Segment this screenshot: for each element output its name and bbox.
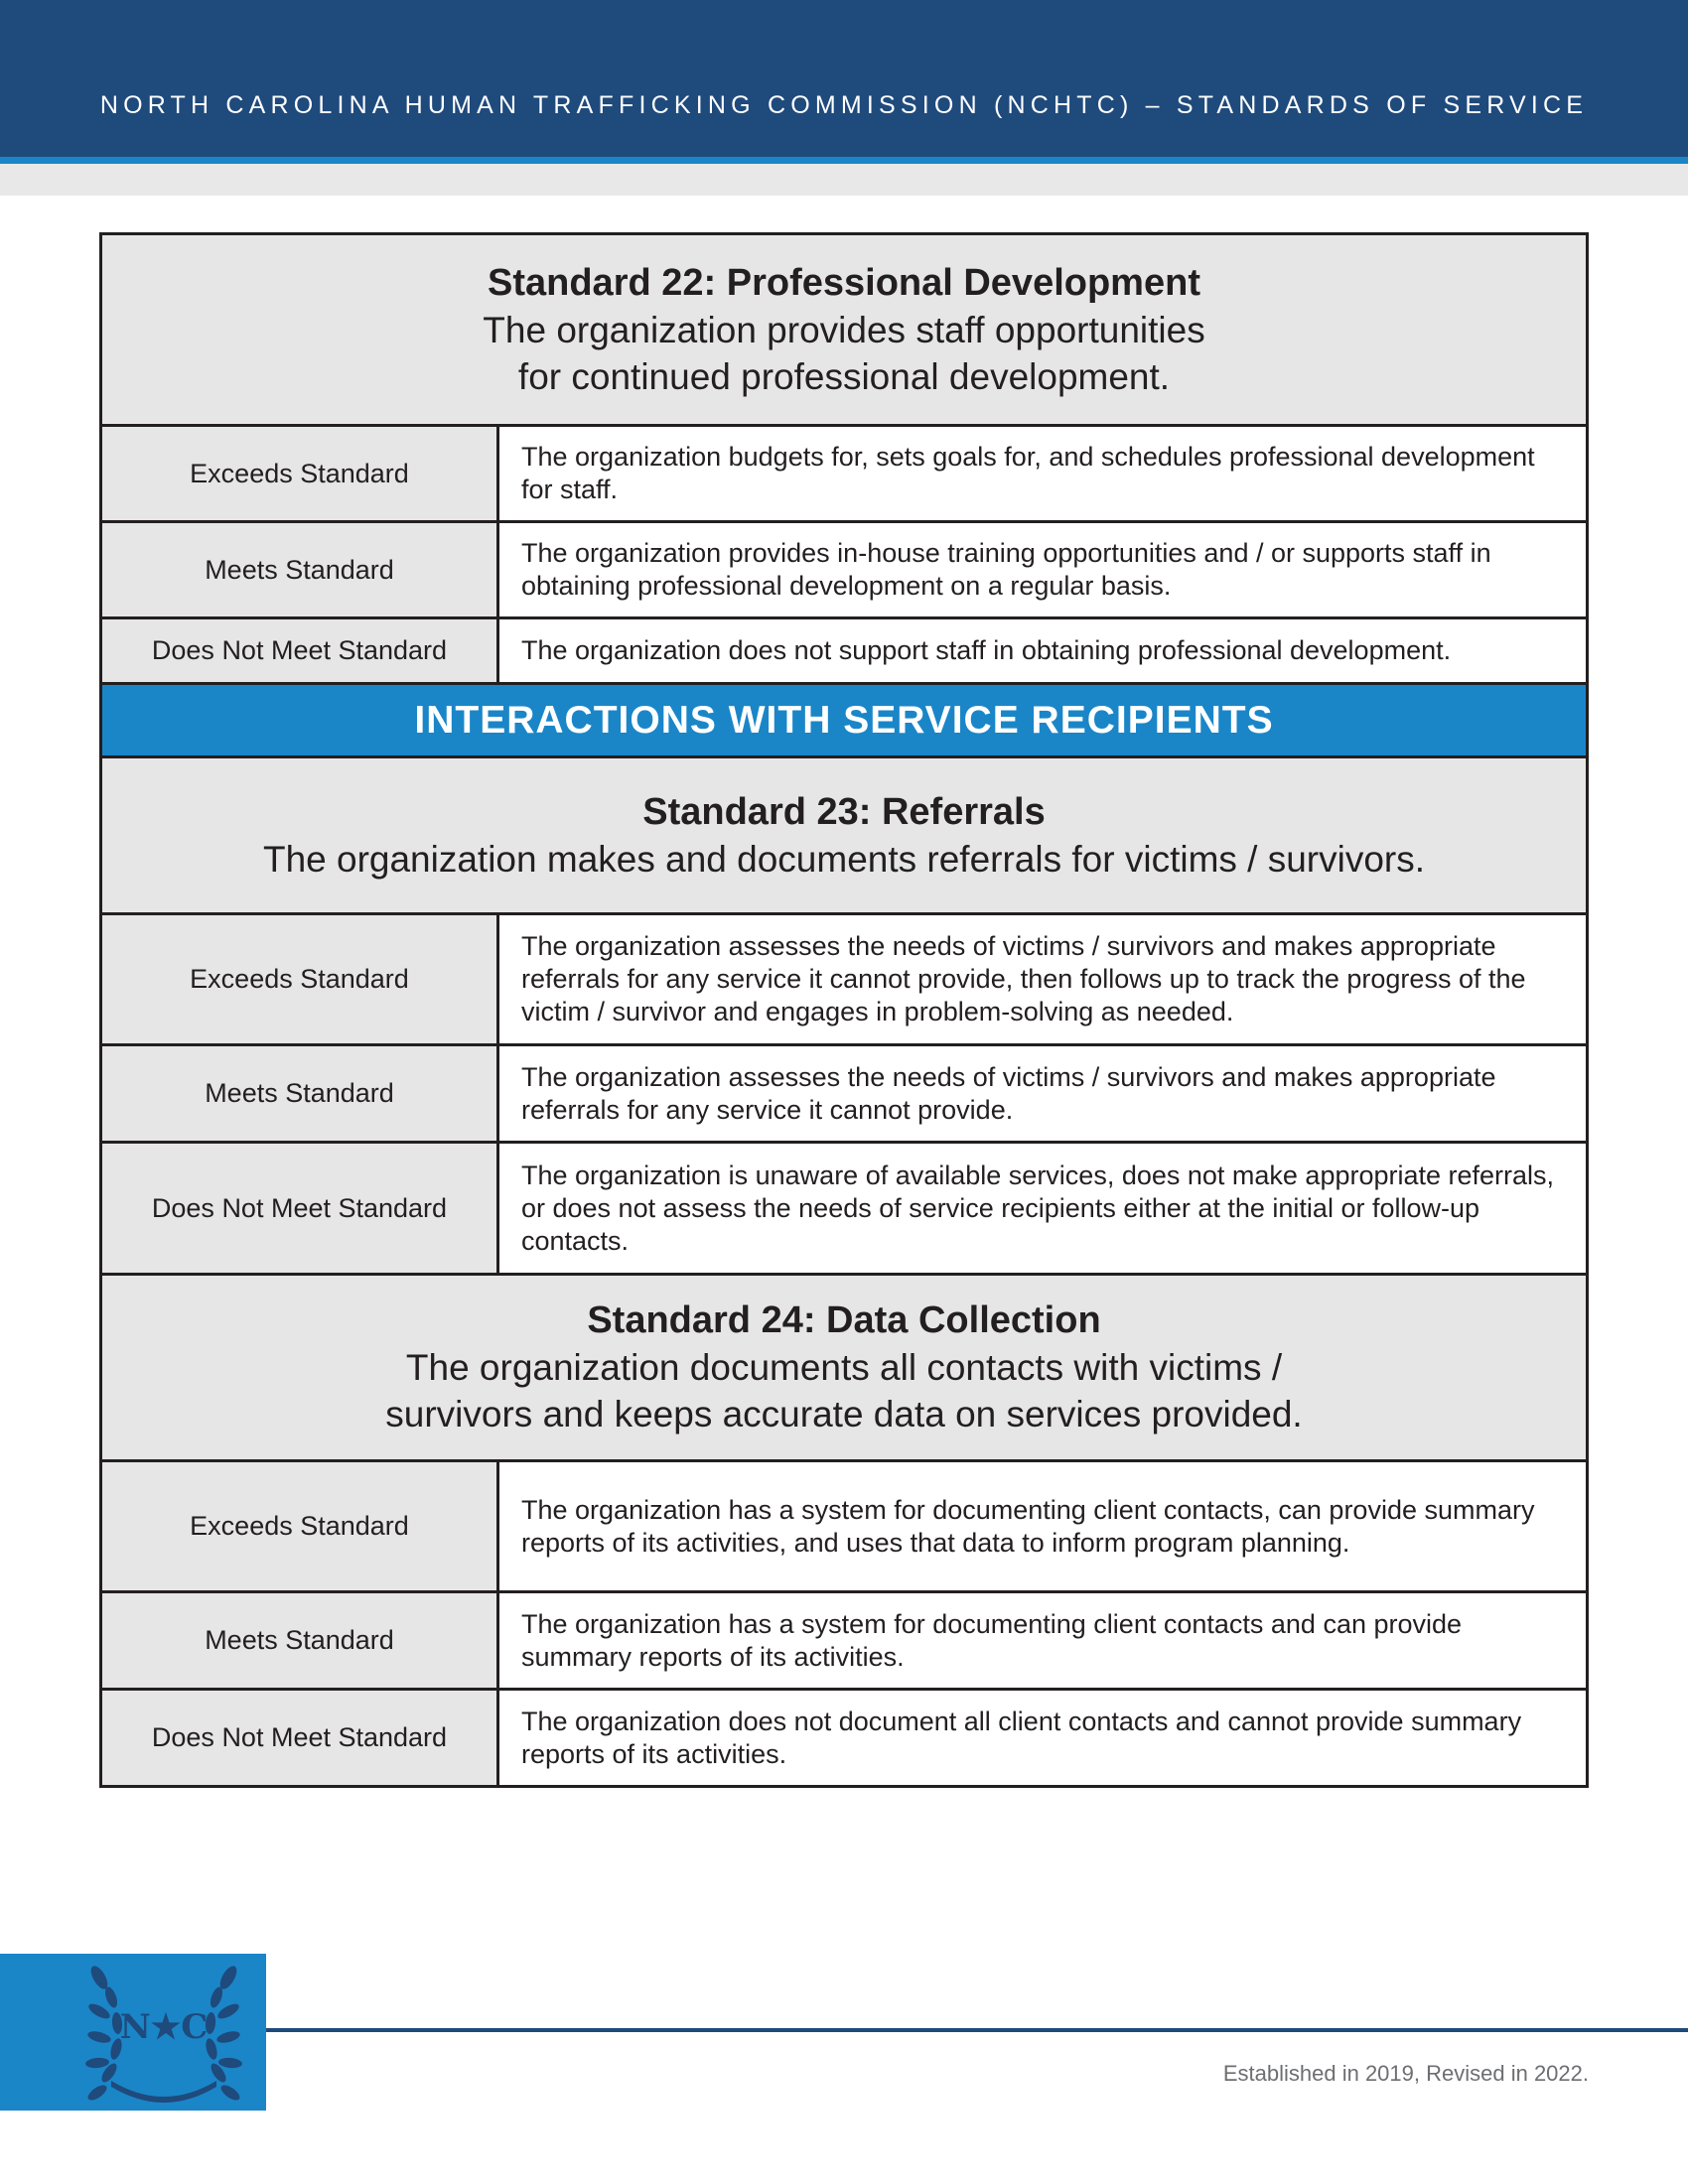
level-description: The organization does not support staff in obtaining professional development.: [498, 618, 1588, 684]
header-gray-stripe: [0, 164, 1688, 196]
standard-22-row-exceeds: [101, 426, 1588, 522]
standard-22-description-line-2: for continued professional development.: [517, 355, 1171, 397]
level-description: The organization assesses the needs of victims / survivors and makes appropriate referrals for any service it cannot provide.: [498, 1045, 1588, 1143]
header-accent-stripe: [0, 157, 1688, 164]
header-title: NORTH CAROLINA HUMAN TRAFFICKING COMMISSION (NCHTC) – STANDARDS OF SERVICE: [99, 91, 1589, 119]
level-description: The organization budgets for, sets goals for, and schedules professional development for staff.: [498, 426, 1588, 522]
standard-23-row-meets: [101, 1045, 1588, 1143]
standard-24-description-line-2: survivors and keeps accurate data on services provided.: [385, 1394, 1303, 1434]
level-description: The organization has a system for documenting client contacts and can provide summary reports of its activities.: [498, 1592, 1588, 1690]
standard-24-row-does-not-meet: [101, 1690, 1588, 1787]
standard-23-header: [101, 757, 1588, 914]
standard-22-row-meets: [101, 522, 1588, 618]
level-label: Exceeds Standard: [101, 914, 498, 1045]
header-band: [0, 0, 1688, 157]
standard-23-row-does-not-meet: [101, 1143, 1588, 1275]
standard-24-title: Standard 24: Data Collection: [587, 1299, 1101, 1341]
level-label: Meets Standard: [101, 522, 498, 618]
level-label: Meets Standard: [101, 1045, 498, 1143]
level-label: Exceeds Standard: [101, 1461, 498, 1592]
standard-24-description-line-1: The organization documents all contacts with victims /: [405, 1347, 1283, 1388]
section-heading-row: [101, 684, 1588, 757]
standard-22-row-does-not-meet: [101, 618, 1588, 684]
level-label: Meets Standard: [101, 1592, 498, 1690]
footer-rule: [266, 2028, 1688, 2032]
standard-22-title: Standard 22: Professional Development: [488, 261, 1200, 304]
footer-note: Established in 2019, Revised in 2022.: [1222, 2061, 1589, 2086]
level-description: The organization assesses the needs of victims / survivors and makes appropriate referrals for any service it cannot provide, then follows up to track the progress of the victim / survivor and engages in problem-solving as needed.: [498, 914, 1588, 1045]
level-label: Exceeds Standard: [101, 426, 498, 522]
standard-24-header: [101, 1275, 1588, 1461]
standards-table: [99, 232, 1589, 1788]
standard-23-title: Standard 23: Referrals: [642, 790, 1046, 833]
standard-22-header: [101, 234, 1588, 426]
section-heading: INTERACTIONS WITH SERVICE RECIPIENTS: [101, 684, 1588, 757]
standard-24-row-meets: [101, 1592, 1588, 1690]
level-description: The organization does not document all client contacts and cannot provide summary reports of its activities.: [498, 1690, 1588, 1787]
standard-22-description-line-1: The organization provides staff opportunities: [483, 309, 1205, 350]
standard-23-description-line-1: The organization makes and documents referrals for victims / survivors.: [262, 838, 1426, 880]
standard-23-row-exceeds: [101, 914, 1588, 1045]
level-label: Does Not Meet Standard: [101, 1690, 498, 1787]
level-description: The organization is unaware of available services, does not make appropriate referrals, or does not assess the needs of service recipients either at the initial or follow-up contacts.: [498, 1143, 1588, 1275]
nc-logo-block: [0, 1954, 266, 2111]
standard-24-row-exceeds: [101, 1461, 1588, 1592]
level-description: The organization provides in-house training opportunities and / or supports staff in obtaining professional development on a regular basis.: [498, 522, 1588, 618]
level-description: The organization has a system for documenting client contacts, can provide summary reports of its activities, and uses that data to inform program planning.: [498, 1461, 1588, 1592]
level-label: Does Not Meet Standard: [101, 618, 498, 684]
level-label: Does Not Meet Standard: [101, 1143, 498, 1275]
nc-logo-text: N★C: [119, 2007, 209, 2047]
